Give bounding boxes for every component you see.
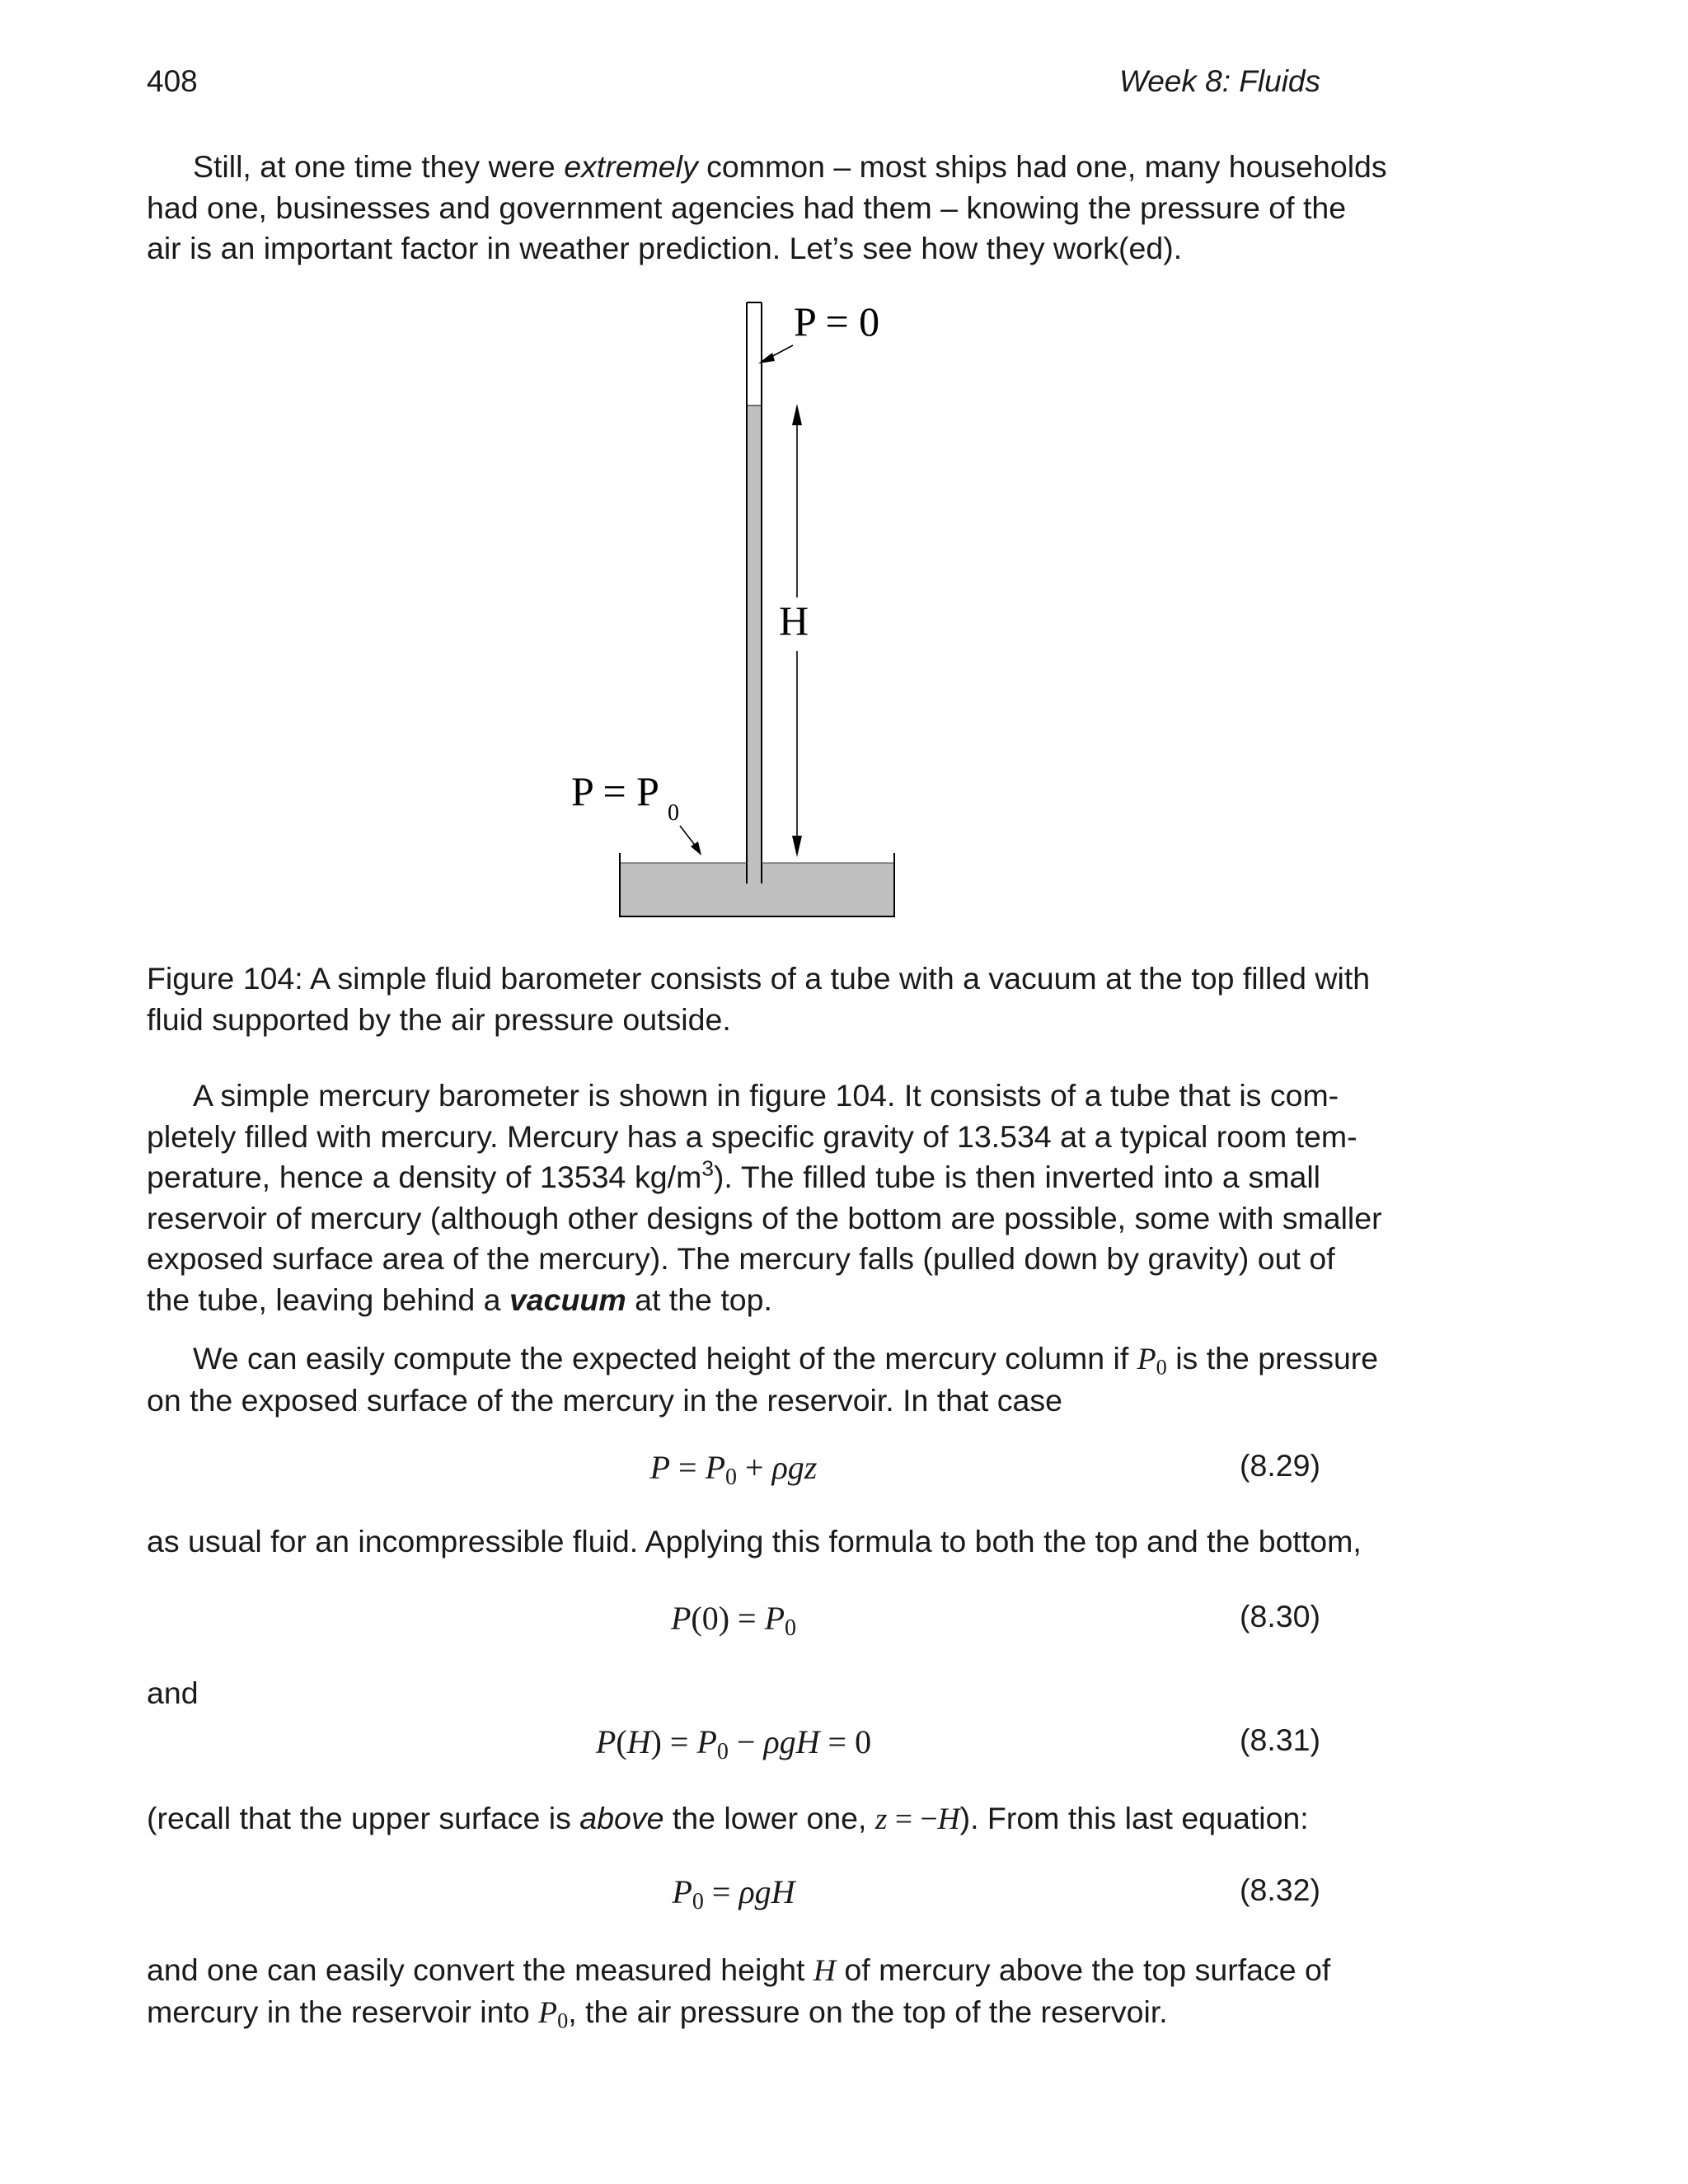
paragraph-height: We can easily compute the expected height of the mercury column if $P_0$ is the pressure on the exposed surface of the mercury in the reservoir. In that case <box>147 1341 1379 1418</box>
barometer-figure <box>0 0 1688 948</box>
paragraph-barometer: A simple mercury barometer is shown in figure 104. It consists of a tube that is com- pletely filled with mercury. Mercury has a specific gravity of 13.534 at a typical room tem- perature, hence a density of 13534 $kg/m^3$). The filled tube is then inverted into a small reservoir of mercury (although other designs of the bottom are possible, some with smaller exposed surface area of the mercury). The mercury falls (pulled down by gravity) out of the tube, leaving behind a vacuum at the top. <box>147 1078 1382 1317</box>
label-top-pressure: P = 0 <box>794 298 880 344</box>
tube-vacuum <box>747 302 762 405</box>
paragraph-and: and <box>147 1675 199 1710</box>
equation-number: (8.30) <box>1240 1599 1320 1633</box>
equation-8-30: $P(0) = P_0$ (8.30) <box>670 1599 1320 1641</box>
paragraph-conclusion: and one can easily convert the measured height H of mercury above the top surface of mercury in the reservoir into $P_0$, the air pressure on the top of the reservoir. <box>147 1952 1331 2033</box>
emphasis-above: above <box>579 1801 664 1835</box>
equation-8-32: $P_0 = \rho gH$ (8.32) <box>672 1872 1320 1915</box>
height-arrow-head-up <box>792 404 802 425</box>
equation-8-29: $P = P_0 + \rho gz$ (8.29) <box>649 1448 1320 1490</box>
equation-number: (8.29) <box>1240 1448 1320 1483</box>
equation-number: (8.31) <box>1240 1722 1320 1757</box>
equation-number: (8.32) <box>1240 1872 1320 1907</box>
equation-8-31: $P(H) = P_0 - \rho gH = 0$ (8.31) <box>595 1722 1320 1765</box>
label-height: H <box>779 598 809 644</box>
page-number: 408 <box>147 64 198 98</box>
running-title: Week 8: Fluids <box>1118 64 1320 98</box>
label-surface-subscript: 0 <box>668 800 679 826</box>
paragraph-recall: (recall that the upper surface is above the lower one, z = −H). From this last equation: <box>147 1801 1309 1836</box>
emphasis-vacuum: vacuum <box>509 1282 626 1317</box>
figure-caption: Figure 104: A simple fluid barometer consists of a tube with a vacuum at the top filled with fluid supported by the air pressure outside. <box>147 961 1371 1037</box>
height-arrow-head-down <box>792 836 802 857</box>
surface-pointer <box>680 826 696 847</box>
emphasis-extremely: extremely <box>564 149 698 184</box>
surface-pointer-head <box>691 841 701 855</box>
paragraph-apply: as usual for an incompressible fluid. Applying this formula to both the top and the bottom, <box>147 1524 1362 1558</box>
label-surface-pressure: P = P <box>571 768 659 814</box>
intro-paragraph: Still, at one time they were extremely common – most ships had one, many households had one, businesses and government agencies had them – knowing the pressure of the air is an important factor in weather prediction. Let’s see how they work(ed). <box>147 149 1387 265</box>
tube-mercury <box>747 405 762 883</box>
